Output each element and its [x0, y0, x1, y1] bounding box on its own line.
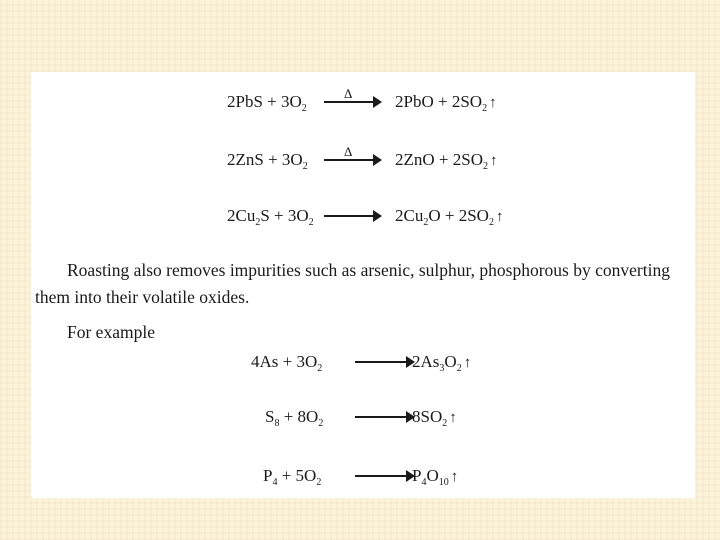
subscript: 2: [255, 217, 261, 228]
subscript: 8: [274, 418, 280, 429]
gas-evolved-symbol: ↑: [495, 209, 504, 225]
formula-text: O: [426, 466, 439, 485]
equation-lhs: [227, 90, 307, 114]
formula-text: O + 2SO: [428, 206, 489, 225]
reaction-arrow: [324, 215, 380, 217]
subscript: 2: [317, 363, 323, 374]
formula-text: S: [265, 407, 275, 426]
subscript: 4: [272, 477, 278, 488]
formula-text: 2PbO + 2SO: [395, 92, 483, 111]
equation-rhs: [395, 90, 497, 115]
subscript: 2: [488, 217, 494, 228]
equation-rhs: [412, 464, 458, 489]
content-card: [31, 72, 695, 498]
subscript: 2: [316, 477, 322, 488]
for-example-label: For example: [67, 322, 155, 342]
equation-lhs: [227, 204, 314, 228]
heat-symbol: Δ: [344, 144, 353, 159]
reaction-arrow: [324, 86, 380, 103]
gas-evolved-symbol: ↑: [489, 153, 498, 169]
equation-rhs: [395, 148, 497, 173]
subscript: 2: [318, 418, 324, 429]
subscript: 2: [482, 103, 488, 114]
formula-text: + 5O: [277, 466, 317, 485]
equation-lhs: [263, 464, 321, 488]
subscript: 2: [456, 363, 462, 374]
reaction-arrow: [324, 144, 380, 161]
gas-evolved-symbol: ↑: [463, 355, 472, 371]
reaction-arrow: [355, 361, 413, 363]
subscript: 2: [423, 217, 429, 228]
equation-rhs: [412, 405, 457, 430]
gas-evolved-symbol: ↑: [450, 469, 459, 485]
paragraph-text: Roasting also removes impurities such as arsenic, sulphur, phosphorous by converting them into their volatile oxides.: [35, 260, 670, 307]
subscript: 2: [301, 103, 307, 114]
formula-text: 2ZnO + 2SO: [395, 150, 483, 169]
subscript: 2: [302, 161, 308, 172]
formula-text: + 8O: [279, 407, 319, 426]
equation-lhs: [265, 405, 323, 429]
formula-text: 2Cu: [227, 206, 256, 225]
subscript: 3: [439, 363, 445, 374]
subscript: 4: [421, 477, 427, 488]
formula-text: 2As: [412, 352, 440, 371]
equation-rhs: [395, 204, 503, 229]
roasting-paragraph: [35, 257, 693, 311]
subscript: 2: [442, 418, 448, 429]
formula-text: 2ZnS + 3O: [227, 150, 303, 169]
gas-evolved-symbol: ↑: [449, 410, 457, 426]
reaction-arrow: [355, 475, 413, 477]
reaction-arrow: [355, 416, 413, 418]
subscript: 2: [308, 217, 314, 228]
gas-evolved-symbol: ↑: [489, 95, 497, 111]
formula-text: S + 3O: [260, 206, 309, 225]
heat-symbol: Δ: [344, 86, 353, 101]
formula-text: 8SO: [412, 407, 443, 426]
equation-rhs: [412, 350, 471, 375]
formula-text: P: [263, 466, 273, 485]
formula-text: 2Cu: [395, 206, 424, 225]
formula-text: P: [412, 466, 422, 485]
formula-text: 2PbS + 3O: [227, 92, 302, 111]
equation-lhs: [227, 148, 308, 172]
equation-lhs: [251, 350, 322, 374]
subscript: 10: [438, 477, 449, 488]
subscript: 2: [482, 161, 488, 172]
formula-text: O: [444, 352, 457, 371]
formula-text: 4As + 3O: [251, 352, 318, 371]
